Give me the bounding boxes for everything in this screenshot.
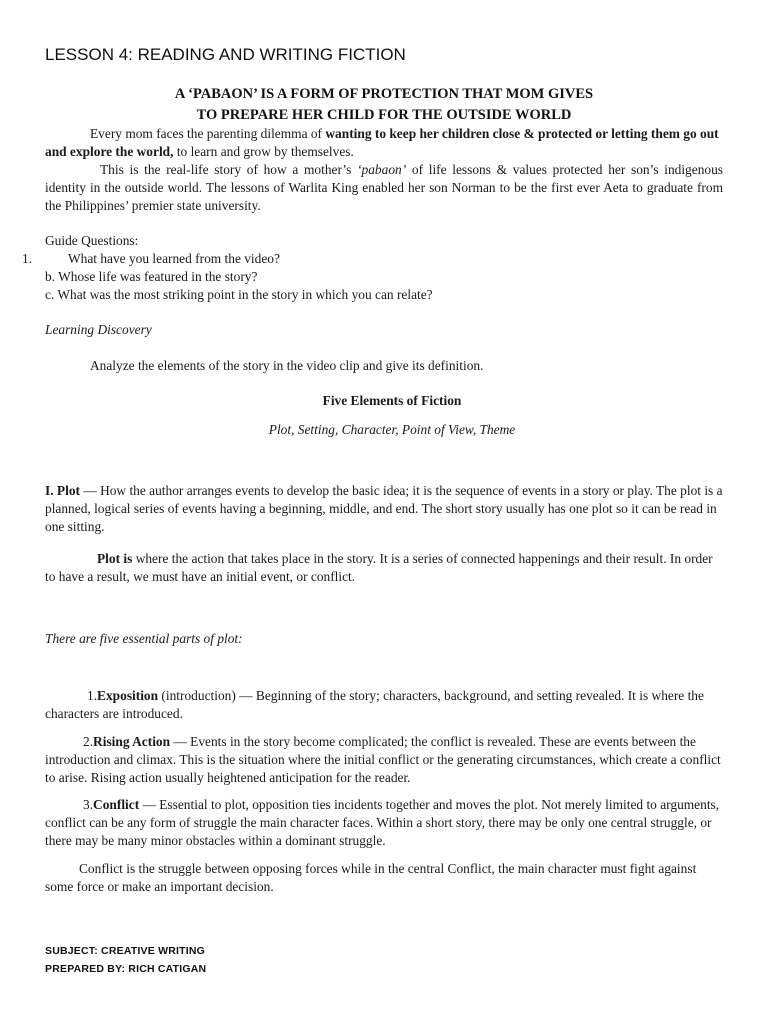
intro-p2-end: of life lessons & values protected her son’s indigenous identity in the outside world. The lessons of Warlita King enabled her son Norman to be the first ever Aeta to graduate from the Philippines’ premier state university. xyxy=(45,162,723,213)
five-elements-heading: Five Elements of Fiction xyxy=(322,393,462,408)
conflict-text: — Essential to plot, opposition ties incidents together and moves the plot. Not merely limited to arguments, conflict can be any form of struggle the main character faces. Within a short story, there may be only one central struggle, or there may be many minor obstacles within a dominant struggle. xyxy=(45,797,720,848)
main-title-line-1: A ‘PABAON’ IS A FORM OF PROTECTION THAT MOM GIVES xyxy=(174,86,594,102)
intro-p1-start: Every mom faces the parenting dilemma of xyxy=(90,126,326,141)
intro-paragraph-2 xyxy=(45,161,723,215)
plot-number: I. xyxy=(45,483,57,498)
footer-subject: SUBJECT: CREATIVE WRITING xyxy=(45,945,205,957)
main-title-line-2: TO PREPARE HER CHILD FOR THE OUTSIDE WORLD xyxy=(196,107,572,123)
footer-prepared-by: PREPARED BY: RICH CATIGAN xyxy=(45,963,207,975)
plot-label: Plot xyxy=(56,483,80,498)
exposition-number: 1. xyxy=(87,688,98,703)
intro-p1-bold: wanting to keep her children close & protected or letting them go out and explore the world, xyxy=(45,126,719,159)
intro-p2-italic: ‘pabaon’ xyxy=(357,162,407,177)
intro-p2-start: This is the real-life story of how a mother’s xyxy=(100,162,358,177)
intro-p1-end: to learn and grow by themselves. xyxy=(173,144,354,159)
guide-questions-heading: Guide Questions: xyxy=(45,233,139,248)
rising-action-text: — Events in the story become complicated; the conflict is revealed. These are events between the introduction and climax. This is the situation where the initial conflict or the generating circumstances, which create a conflict to arise. Rising action usually heightened anticipation for the reader. xyxy=(45,734,721,785)
plot-is-label: Plot is xyxy=(97,551,133,566)
plot-definition xyxy=(45,482,723,536)
rising-action-number: 2. xyxy=(83,734,94,749)
conflict-paragraph xyxy=(45,796,723,850)
guide-question-1-number: 1. xyxy=(22,251,33,266)
guide-question-3: c. What was the most striking point in the story in which you can relate? xyxy=(45,287,433,302)
exposition-paragraph xyxy=(45,687,723,723)
plot-is-paragraph xyxy=(45,550,723,586)
exposition-label: Exposition xyxy=(97,688,159,703)
lesson-title: LESSON 4: READING AND WRITING FICTION xyxy=(45,45,406,64)
parts-intro: There are five essential parts of plot: xyxy=(45,631,243,646)
conflict-extra-paragraph: Conflict is the struggle between opposing forces while in the central Conflict, the main character must fight against some force or make an important decision. xyxy=(45,861,697,894)
analyze-instruction: Analyze the elements of the story in the video clip and give its definition. xyxy=(90,358,484,373)
plot-is-text: where the action that takes place in the story. It is a series of connected happenings and their result. In order to have a result, we must have an initial event, or conflict. xyxy=(45,551,713,584)
plot-definition-text: — How the author arranges events to develop the basic idea; it is the sequence of events in a story or play. The plot is a planned, logical series of events having a beginning, middle, and end. The short story usually has one plot so it can be read in one sitting. xyxy=(45,483,723,534)
five-elements-list: Plot, Setting, Character, Point of View, Theme xyxy=(268,422,516,437)
learning-discovery-heading: Learning Discovery xyxy=(45,322,152,337)
conflict-number: 3. xyxy=(83,797,94,812)
rising-action-paragraph xyxy=(45,733,723,787)
rising-action-label: Rising Action xyxy=(93,734,171,749)
intro-paragraph-1 xyxy=(45,125,723,161)
guide-question-2: b. Whose life was featured in the story? xyxy=(45,269,258,284)
exposition-text: (introduction) — Beginning of the story; characters, background, and setting revealed. It is where the characters are introduced. xyxy=(45,688,704,721)
guide-question-1: What have you learned from the video? xyxy=(68,251,280,266)
conflict-label: Conflict xyxy=(93,797,140,812)
